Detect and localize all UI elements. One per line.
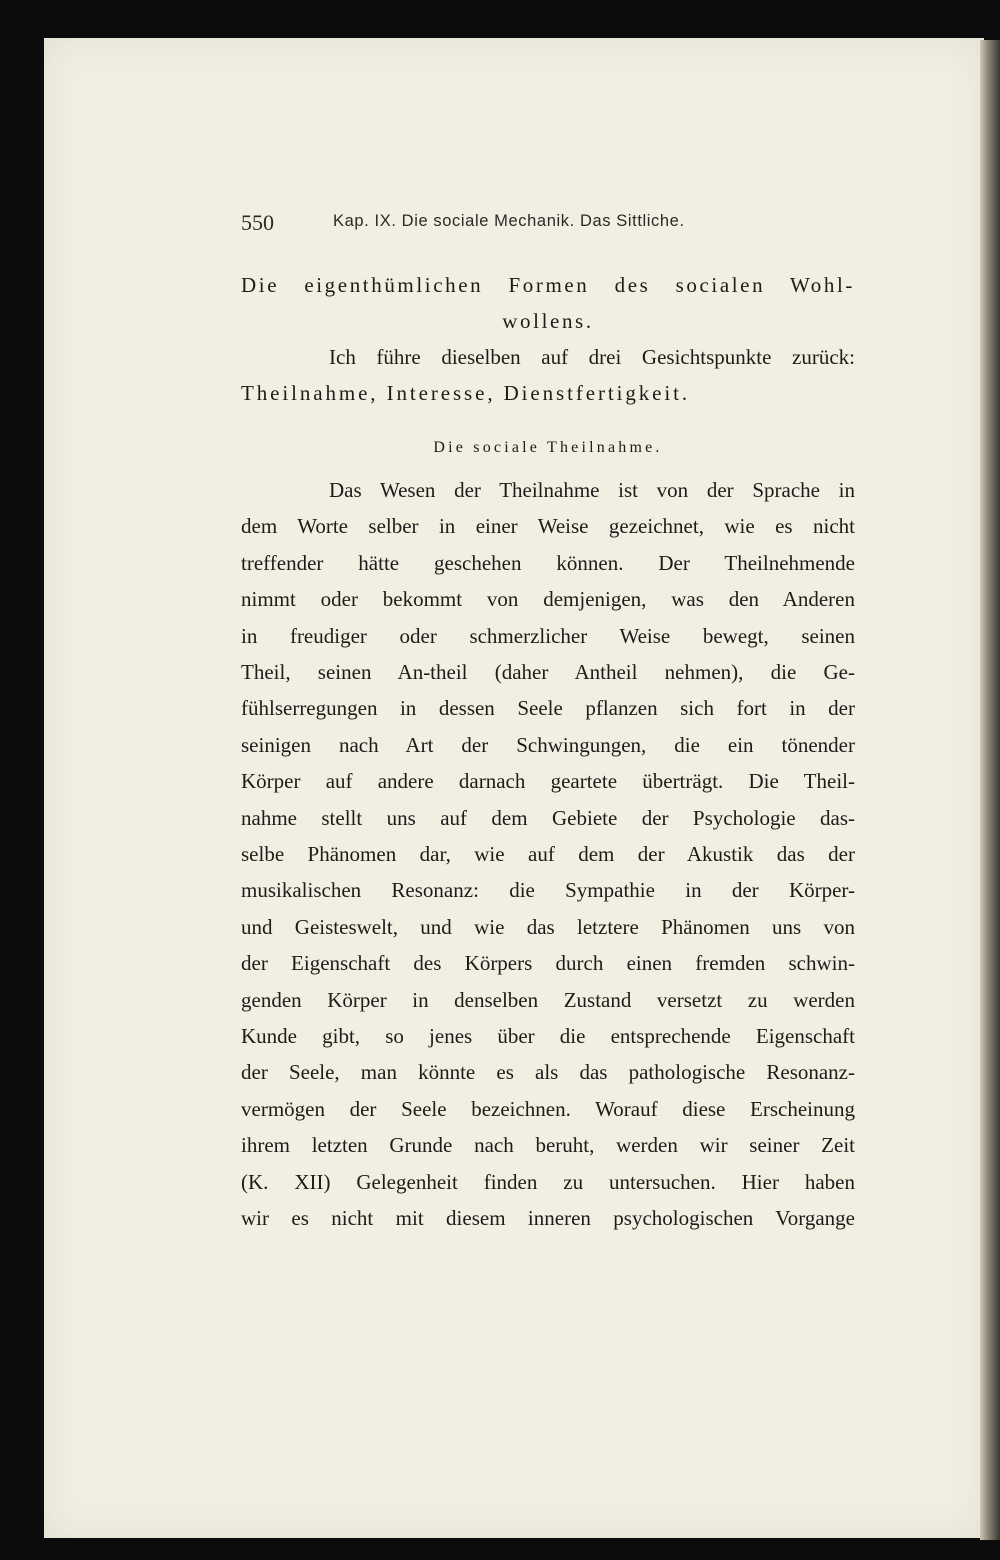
- paragraph-line: nimmt oder bekommt von demjenigen, was den Anderen: [241, 587, 855, 611]
- paragraph-line: musikalischen Resonanz: die Sympathie in der Körper-: [241, 878, 855, 902]
- paragraph-line: Das Wesen der Theilnahme ist von der Sprache in: [329, 478, 855, 502]
- paragraph-line: in freudiger oder schmerzlicher Weise bewegt, seinen: [241, 624, 855, 648]
- running-head: [241, 210, 855, 238]
- paragraph-line: selbe Phänomen dar, wie auf dem der Akustik das der: [241, 842, 855, 866]
- paragraph-line: genden Körper in denselben Zustand versetzt zu werden: [241, 988, 855, 1012]
- section-heading-line-1: Die eigenthümlichen Formen des socialen Wohl-: [241, 273, 855, 297]
- paragraph-line: seinigen nach Art der Schwingungen, die ein tönender: [241, 733, 855, 757]
- paragraph-line: treffender hätte geschehen können. Der Theilnehmende: [241, 551, 855, 575]
- paragraph-line: Körper auf andere darnach geartete überträgt. Die Theil-: [241, 769, 855, 793]
- paragraph-line: der Seele, man könnte es als das pathologische Resonanz-: [241, 1060, 855, 1084]
- intro-line-1: Ich führe dieselben auf drei Gesichtspunkte zurück:: [329, 345, 855, 369]
- paragraph-line: Theil, seinen An-theil (daher Antheil nehmen), die Ge-: [241, 660, 855, 684]
- subsection-heading: Die sociale Theilnahme.: [433, 439, 663, 456]
- page-edge-stack: [980, 40, 1000, 1540]
- paragraph-line: und Geisteswelt, und wie das letztere Phänomen uns von: [241, 915, 855, 939]
- paragraph-line: dem Worte selber in einer Weise gezeichnet, wie es nicht: [241, 514, 855, 538]
- paragraph-line: ihrem letzten Grunde nach beruht, werden wir seiner Zeit: [241, 1133, 855, 1157]
- paragraph-line: (K. XII) Gelegenheit finden zu untersuchen. Hier haben: [241, 1170, 855, 1194]
- paragraph-line: wir es nicht mit diesem inneren psychologischen Vorgange: [241, 1206, 855, 1230]
- running-head-title: Kap. IX. Die sociale Mechanik. Das Sittliche.: [333, 212, 685, 230]
- paragraph-line: Kunde gibt, so jenes über die entsprechende Eigenschaft: [241, 1024, 855, 1048]
- intro-line-2: Theilnahme, Interesse, Dienstfertigkeit.: [241, 381, 690, 405]
- page-number: 550: [241, 210, 274, 235]
- paragraph-line: nahme stellt uns auf dem Gebiete der Psychologie das-: [241, 806, 855, 830]
- paragraph-line: vermögen der Seele bezeichnen. Worauf diese Erscheinung: [241, 1097, 855, 1121]
- paragraph-line: fühlserregungen in dessen Seele pflanzen sich fort in der: [241, 696, 855, 720]
- paragraph-line: der Eigenschaft des Körpers durch einen fremden schwin-: [241, 951, 855, 975]
- section-heading-line-2: wollens.: [502, 309, 594, 333]
